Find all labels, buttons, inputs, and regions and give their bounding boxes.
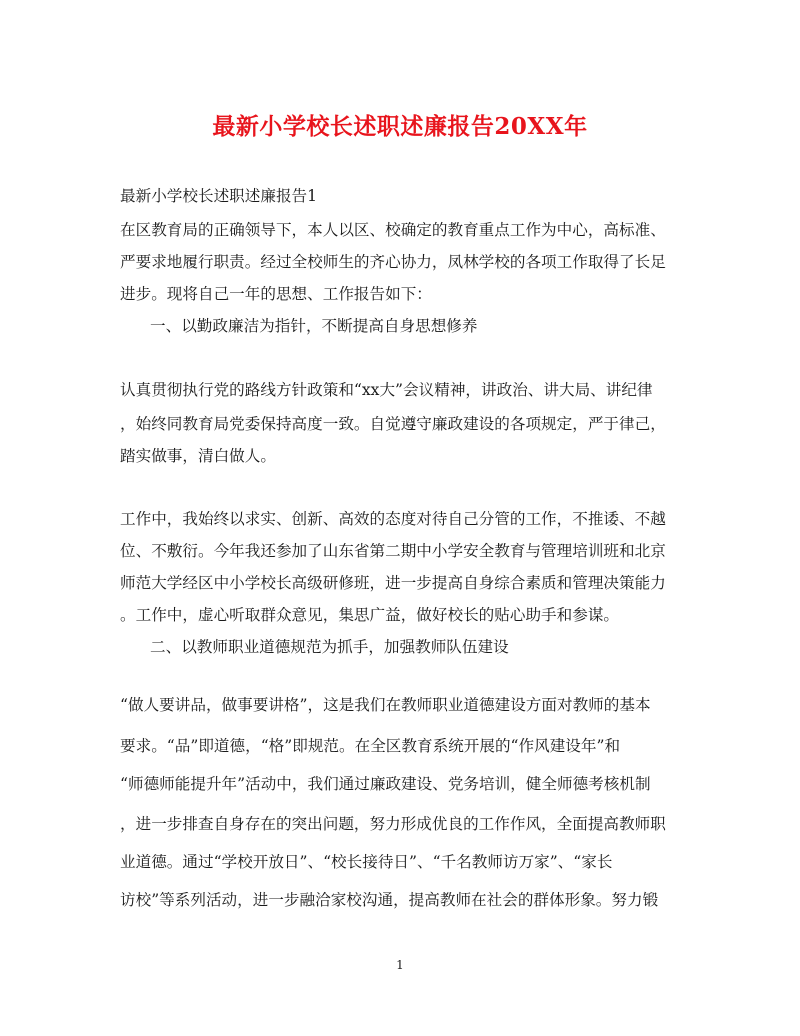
- paragraph-line: 访校”等系列活动，进一步融洽家校沟通，提高教师在社会的群体形象。努力锻: [120, 891, 659, 909]
- paragraph-line: ，始终同教育局党委保持高度一致。自觉遵守廉政建设的各项规定，严于律己，: [120, 415, 666, 433]
- paragraph-line: 工作中，我始终以求实、创新、高效的态度对待自己分管的工作，不推诿、不越: [120, 510, 666, 528]
- document-title: 最新小学校长述职述廉报告20XX年: [212, 113, 588, 140]
- paragraph-line: 师范大学经区中小学校长高级研修班，进一步提高自身综合素质和管理决策能力: [120, 574, 666, 592]
- paragraph-line: 认真贯彻执行党的路线方针政策和“xx大”会议精神，讲政治、讲大局、讲纪律: [120, 381, 653, 399]
- paragraph-line: 在区教育局的正确领导下，本人以区、校确定的教育重点工作为中心，高标准、: [120, 221, 666, 239]
- document-subtitle: 最新小学校长述职述廉报告1: [120, 187, 318, 205]
- paragraph-line: 要求。“品”即道德，“格”即规范。在全区教育系统开展的“作风建设年”和: [120, 737, 621, 755]
- paragraph-line: 业道德。通过“学校开放日”、“校长接待日”、“千名教师访万家”、“家长: [120, 853, 613, 871]
- paragraph-line: 位、不敷衍。今年我还参加了山东省第二期中小学安全教育与管理培训班和北京: [120, 542, 666, 560]
- paragraph-line: “师德师能提升年”活动中，我们通过廉政建设、党务培训，健全师德考核机制: [120, 775, 651, 793]
- paragraph-line: 。工作中，虚心听取群众意见，集思广益，做好校长的贴心助手和参谋。: [120, 606, 620, 624]
- paragraph-line: 严要求地履行职责。经过全校师生的齐心协力，凤林学校的各项工作取得了长足: [120, 253, 666, 271]
- paragraph-line: ，进一步排查自身存在的突出问题，努力形成优良的工作作风，全面提高教师职: [120, 815, 666, 833]
- section-heading: 二、以教师职业道德规范为抓手，加强教师队伍建设: [150, 638, 509, 656]
- paragraph-line: “做人要讲品，做事要讲格”，这是我们在教师职业道德建设方面对教师的基本: [120, 696, 651, 714]
- page-number: 1: [396, 958, 404, 972]
- paragraph-line: 进步。现将自己一年的思想、工作报告如下：: [120, 285, 432, 303]
- paragraph-line: 踏实做事，清白做人。: [120, 447, 276, 465]
- section-heading: 一、以勤政廉洁为指针，不断提高自身思想修养: [150, 317, 478, 335]
